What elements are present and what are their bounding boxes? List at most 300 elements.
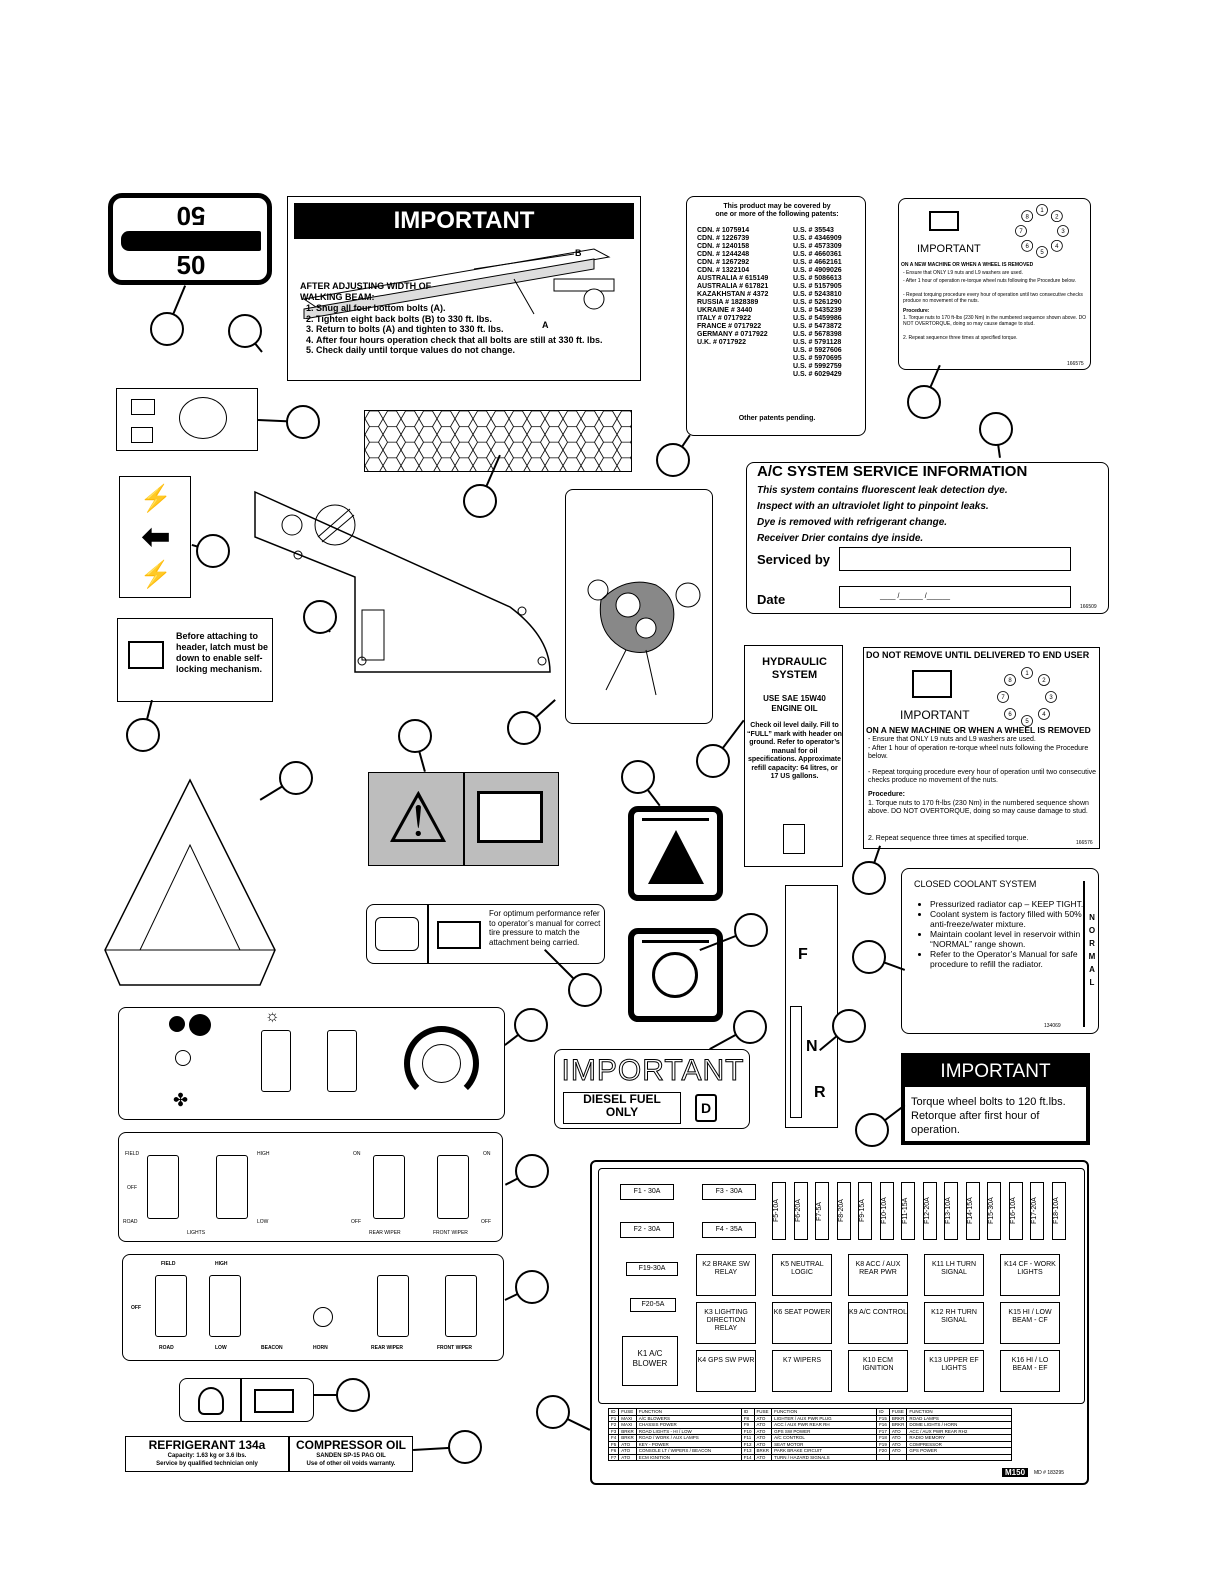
table-cell: F16: [877, 1422, 890, 1429]
wheel-heading: ON A NEW MACHINE OR WHEN A WHEEL IS REMOVED: [866, 725, 1091, 735]
fuse-vertical: F13-10A: [944, 1182, 958, 1240]
fuel-pump-letter: D: [700, 1100, 712, 1116]
front-wiper-switch[interactable]: [445, 1275, 477, 1337]
table-cell: F20: [877, 1448, 890, 1455]
divider: [427, 905, 429, 963]
control-panel-decal: [250, 487, 560, 677]
table-header: FUNCTION: [907, 1409, 1012, 1416]
wheel-nut-decal-small: [898, 198, 1091, 370]
shift-n: N: [806, 1038, 818, 1055]
table-cell: ROAD LIGHTS - HI / LOW: [636, 1428, 741, 1435]
table-cell: ATO: [889, 1441, 907, 1448]
rear-wiper-label: REAR WIPER: [371, 1345, 403, 1351]
step: 4. After four hours operation check that all bolts are still at 330 ft. lbs.: [316, 335, 616, 346]
warning-manual-decal: [368, 772, 559, 866]
table-cell: F11: [741, 1435, 754, 1442]
normal-range-arrow: [1083, 881, 1085, 1027]
ac-line: Inspect with an ultraviolet light to pinpoint leaks.: [757, 501, 989, 512]
table-cell: BRKR: [889, 1422, 907, 1429]
table-cell: MAXI: [619, 1422, 637, 1429]
callout-bubble: [126, 718, 160, 752]
lightning-icon: ⚡: [139, 483, 173, 513]
date-field[interactable]: [839, 586, 1071, 608]
field-label: FIELD: [161, 1261, 176, 1267]
table-cell: ROAD LAMPS: [907, 1415, 1012, 1422]
bar-top: [642, 940, 709, 943]
relay: K2 BRAKE SW RELAY: [696, 1254, 756, 1296]
fuse-vertical: F18-10A: [1052, 1182, 1066, 1240]
callout-bubble: [733, 1010, 767, 1044]
wheel-line: - Repeat torquing procedure every hour of operation until two consecutive checks produce no movement of the nuts.: [903, 292, 1083, 304]
coolant-title: CLOSED COOLANT SYSTEM: [914, 879, 1037, 889]
patent-entry: CDN. # 1240158: [697, 243, 750, 250]
refrigerant-service: Service by qualified technician only: [156, 1461, 258, 1467]
patent-entry: U.S. # 5927606: [793, 347, 842, 354]
divider: [463, 773, 465, 865]
patent-entry: CDN. # 1322104: [697, 267, 750, 274]
table-cell: GPS SW POWER: [772, 1428, 877, 1435]
table-cell: [889, 1454, 907, 1461]
callout-bubble: [568, 973, 602, 1007]
nut-pattern: [996, 666, 1058, 728]
coolant-bullets: [916, 899, 1086, 969]
wheel-nut-number: 1: [1025, 671, 1029, 678]
hydraulic-oil-decal: [744, 645, 843, 867]
fuse-vertical: F9-15A: [858, 1182, 872, 1240]
table-cell: ACC / AUX PWR REAR RH2: [907, 1428, 1012, 1435]
step: 1. Snug all four bottom bolts (A).: [316, 303, 616, 314]
table-cell: BRKR: [619, 1428, 637, 1435]
callout-bubble: [286, 405, 320, 439]
table-cell: A/C CONTROL: [772, 1435, 877, 1442]
callout-bubble: [536, 1395, 570, 1429]
patent-entry: ITALY # 0717922: [697, 315, 751, 322]
compressor-oil-warning: Use of other oil voids warranty.: [306, 1461, 396, 1467]
hydraulic-body: Check oil level daily. Fill to “FULL” mark with header on ground. Refer to operator’s manual for oil specifications. Approximate refill capacity: 64 litres, or 17 US gallons.: [747, 722, 842, 780]
torque-wrench-icon: [121, 231, 261, 251]
front-wiper-label: FRONT WIPER: [437, 1345, 472, 1351]
raise-header-decal: [628, 806, 723, 901]
compressor-oil-title: COMPRESSOR OIL: [295, 1438, 406, 1452]
book-icon: [929, 211, 959, 231]
callout-bubble: [150, 312, 184, 346]
procedure-step: 2. Repeat sequence three times at specified torque.: [903, 335, 1018, 341]
wheel-nut-number: 2: [1055, 214, 1059, 221]
relay: K3 LIGHTING DIRECTION RELAY: [696, 1302, 756, 1344]
wheel-nut-number: 1: [1040, 208, 1044, 215]
table-cell: ATO: [619, 1441, 637, 1448]
table-cell: ATO: [754, 1454, 772, 1461]
joystick-diagram: [566, 490, 714, 725]
arrow-left-icon: ⬅: [141, 518, 171, 556]
fuse-vertical: F17-20A: [1030, 1182, 1044, 1240]
callout-bubble: [852, 940, 886, 974]
label-b: B: [575, 248, 582, 258]
lights-switch-beam[interactable]: [216, 1155, 248, 1219]
coolant-system-decal: [901, 868, 1099, 1034]
recirc-switch[interactable]: [327, 1030, 357, 1092]
table-cell: ROAD / WORK / AUX LAMPS: [636, 1435, 741, 1442]
table-cell: ATO: [889, 1448, 907, 1455]
torque-wheel-bolts-decal: [901, 1053, 1090, 1145]
table-cell: F10: [741, 1428, 754, 1435]
on-label: ON: [353, 1151, 361, 1157]
rear-wiper-switch[interactable]: [377, 1275, 409, 1337]
patent-entry: U.S. # 4662161: [793, 259, 842, 266]
callout-bubble: [855, 1113, 889, 1147]
fuse-f3: F3 - 30A: [702, 1184, 756, 1200]
patent-entry: U.S. # 5086613: [793, 275, 842, 282]
book-icon: [128, 641, 164, 669]
patent-entry: U.S. # 5157905: [793, 283, 842, 290]
ac-line: This system contains fluorescent leak detection dye.: [757, 485, 1008, 496]
diesel-fuel-decal: [554, 1049, 750, 1129]
oil-can-icon: [783, 824, 805, 854]
road-label: ROAD: [123, 1219, 138, 1225]
temperature-knob[interactable]: [422, 1044, 461, 1083]
table-cell: [877, 1454, 890, 1461]
shifter-decal: [785, 885, 838, 1128]
patent-entry: U.S. # 5473872: [793, 323, 842, 330]
relay: K11 LH TURN SIGNAL: [924, 1254, 984, 1296]
patent-entry: CDN. # 1075914: [697, 227, 750, 234]
table-cell: F1: [609, 1415, 619, 1422]
relay: K4 GPS SW PWR: [696, 1350, 756, 1392]
normal-letter: M: [1088, 952, 1096, 961]
callout-bubble: [621, 760, 655, 794]
relay: K8 ACC / AUX REAR PWR: [848, 1254, 908, 1296]
procedure-step: 1. Torque nuts to 170 ft-lbs (230 Nm) in the numbered sequence shown above. DO NOT OVERTORQUE, doing so may cause damage to stud.: [903, 315, 1087, 327]
off-label: OFF: [481, 1219, 491, 1225]
patent-entry: U.S. # 5435239: [793, 307, 842, 314]
hexagon-grid-strip: [364, 410, 632, 472]
slow-moving-vehicle-emblem: [100, 775, 280, 990]
table-cell: COMPRESSOR: [907, 1441, 1012, 1448]
table-cell: A/C BLOWERS: [636, 1415, 741, 1422]
step: 3. Return to bolts (A) and tighten to 330 ft. lbs.: [316, 324, 616, 335]
off-label: OFF: [351, 1219, 361, 1225]
table-cell: DOME LIGHTS / HORN: [907, 1422, 1012, 1429]
patent-entry: U.S. # 5992759: [793, 363, 842, 370]
callout-bubble: [463, 484, 497, 518]
relay: K6 SEAT POWER: [772, 1302, 832, 1344]
patent-entry: U.S. # 5791128: [793, 339, 842, 346]
joystick-control-decal: [565, 489, 713, 724]
procedure-step: 1. Torque nuts to 170 ft-lbs (230 Nm) in the numbered sequence shown above. DO NOT OVERTORQUE, doing so may cause damage to stud.: [868, 800, 1089, 815]
hydraulic-title: HYDRAULIC SYSTEM: [762, 656, 827, 681]
model-badge: M150: [1002, 1468, 1028, 1477]
torque-top-value: 50: [176, 201, 206, 231]
important-label: IMPORTANT: [900, 708, 970, 722]
relay: K12 RH TURN SIGNAL: [924, 1302, 984, 1344]
ac-service-decal: [746, 462, 1109, 614]
procedure-label: Procedure:: [868, 791, 905, 798]
walking-beam-steps: [300, 303, 616, 356]
fan-knob[interactable]: [175, 1050, 191, 1066]
patents-decal: [686, 196, 866, 436]
table-header: FUSE: [754, 1409, 772, 1416]
coolant-bullet: • Coolant system is factory filled with 50% anti-freeze/water mixture.: [930, 909, 1086, 929]
radiator-cap-icon: [179, 397, 227, 439]
patent-entry: U.S. # 5678398: [793, 331, 842, 338]
front-wiper-switch[interactable]: [437, 1155, 469, 1219]
ac-line: Dye is removed with refrigerant change.: [757, 517, 948, 528]
fuse-f20: F20-5A: [630, 1298, 676, 1312]
procedure-label: Procedure:: [903, 308, 930, 314]
callout-bubble: [515, 1270, 549, 1304]
patents-title-1: This product may be covered by: [723, 203, 831, 210]
wheel-line: - Repeat torquing procedure every hour of operation until two consecutive checks produce no movement of the nuts.: [868, 769, 1097, 784]
latch-text: Before attaching to header, latch must be down to enable self-locking mechanism.: [176, 631, 269, 674]
table-row: [609, 1422, 1012, 1429]
table-cell: RADIO MEMORY: [907, 1435, 1012, 1442]
ac-switch[interactable]: [261, 1030, 291, 1092]
callout-bubble: [336, 1378, 370, 1412]
callout-bubble: [279, 761, 313, 795]
wheel-nut-number: 6: [1025, 244, 1029, 251]
fuse-table: [608, 1408, 1012, 1461]
patents-left-list: [697, 227, 787, 347]
table-cell: BRKR: [754, 1448, 772, 1455]
up-triangle-icon: [646, 826, 706, 886]
callout-bubble: [515, 1154, 549, 1188]
road-label: ROAD: [159, 1345, 174, 1351]
wheel-nut-number: 3: [1049, 695, 1053, 702]
rear-wiper-switch[interactable]: [373, 1155, 405, 1219]
walking-beam-decal: [287, 196, 641, 381]
table-cell: F12: [741, 1441, 754, 1448]
nut-pattern: [1014, 203, 1070, 259]
wheel-nut-decal-large: [863, 647, 1100, 849]
table-cell: BRKR: [619, 1435, 637, 1442]
table-cell: F9: [741, 1422, 754, 1429]
fuse-f4: F4 - 35A: [702, 1222, 756, 1238]
callout-bubble: [303, 600, 337, 634]
wheel-nut-number: 5: [1040, 250, 1044, 257]
fuse-panel-decal: [590, 1160, 1089, 1485]
table-cell: F14: [741, 1454, 754, 1461]
lights-wiper-console-1: [118, 1132, 503, 1242]
label-a: A: [542, 320, 549, 330]
wheel-nut-number: 8: [1025, 214, 1029, 221]
low-label: LOW: [215, 1345, 227, 1351]
patent-entry: U.S. # 4909026: [793, 267, 842, 274]
table-cell: LIGHTER / AUX PWR PLUG: [772, 1415, 877, 1422]
table-header: FUNCTION: [636, 1409, 741, 1416]
coolant-bullet: • Refer to the Operator’s Manual for safe procedure to refill the radiator.: [930, 949, 1086, 969]
fuse-vertical: F5-10A: [772, 1182, 786, 1240]
serviced-by-label: Serviced by: [757, 552, 830, 567]
refrigerant-title: REFRIGERANT 134a: [148, 1438, 266, 1452]
table-cell: ACC / AUX PWR REAR RH: [772, 1422, 877, 1429]
lights-switch-beam[interactable]: [209, 1275, 241, 1337]
normal-letter: L: [1089, 978, 1095, 987]
relay: K14 CF - WORK LIGHTS: [1000, 1254, 1060, 1296]
wheel-line: - Ensure that ONLY L9 nuts and L9 washers are used.: [868, 736, 1036, 743]
patent-entry: AUSTRALIA # 617821: [697, 283, 769, 290]
part-number: MD # 183295: [1034, 1470, 1065, 1476]
patent-entry: U.S. # 4660361: [793, 251, 842, 258]
fuel-pump-icon: [695, 1094, 717, 1122]
callout-bubble: [656, 443, 690, 477]
relay-k1: K1 A/C BLOWER: [622, 1336, 678, 1386]
patent-entry: U.S. # 5970695: [793, 355, 842, 362]
table-row: [609, 1454, 1012, 1461]
patent-entry: CDN. # 1226739: [697, 235, 750, 242]
horn-button[interactable]: [313, 1307, 333, 1327]
battery-icon: [131, 399, 155, 415]
patents-footer: Other patents pending.: [738, 415, 816, 422]
normal-letter: O: [1088, 926, 1096, 935]
field-label: FIELD: [125, 1151, 140, 1157]
patent-entry: FRANCE # 0717922: [697, 323, 762, 330]
table-row: [609, 1428, 1012, 1435]
rear-wiper-label: REAR WIPER: [369, 1230, 401, 1236]
patent-entry: KAZAKHSTAN # 4372: [697, 291, 769, 298]
refrigerant-capacity: Capacity: 1.63 kg or 3.6 lbs.: [167, 1453, 247, 1459]
book-icon: [912, 670, 952, 698]
part-number: 166576: [1076, 840, 1093, 846]
on-label: ON: [483, 1151, 491, 1157]
fuse-vertical: F7-5A: [815, 1182, 829, 1240]
table-header: FUSE: [889, 1409, 907, 1416]
important-outline: IMPORTANT: [561, 1054, 745, 1087]
book-icon: [254, 1389, 294, 1413]
patent-entry: GERMANY # 0717922: [697, 331, 768, 338]
patent-entry: CDN. # 1244248: [697, 251, 750, 258]
table-cell: BRKR: [889, 1415, 907, 1422]
patent-entry: RUSSIA # 1828389: [697, 299, 759, 306]
shift-r: R: [814, 1084, 826, 1101]
table-cell: F17: [877, 1428, 890, 1435]
wheel-nut-number: 3: [1061, 229, 1065, 236]
table-cell: SEAT MOTOR: [772, 1441, 877, 1448]
table-cell: F2: [609, 1422, 619, 1429]
high-label: HIGH: [257, 1151, 270, 1157]
table-header: ID: [877, 1409, 890, 1416]
fuse-f19: F19-30A: [626, 1262, 678, 1276]
wheel-nut-number: 7: [1019, 229, 1023, 236]
fuse-vertical: F8-20A: [837, 1182, 851, 1240]
diesel-line2: ONLY: [605, 1105, 639, 1119]
table-cell: ATO: [754, 1435, 772, 1442]
lights-wiper-console-2: [122, 1254, 504, 1361]
part-number: 166575: [1067, 361, 1084, 367]
relay: K13 UPPER EF LIGHTS: [924, 1350, 984, 1392]
date-slots: ____ /______ /______: [880, 593, 951, 600]
relay: K10 ECM IGNITION: [848, 1350, 908, 1392]
hydraulic-oil-type: USE SAE 15W40 ENGINE OIL: [763, 694, 826, 713]
callout-bubble: [514, 1008, 548, 1042]
fan-dots-icon: [169, 1016, 185, 1032]
patent-entry: U.S. # 35543: [793, 227, 834, 234]
serviced-by-field[interactable]: [839, 547, 1071, 571]
lightning-icon: ⚡: [139, 559, 173, 589]
step: 2. Tighten eight back bolts (B) to 330 ft. lbs.: [316, 314, 616, 325]
lights-switch-field[interactable]: [155, 1275, 187, 1337]
fuse-vertical: F14-15A: [966, 1182, 980, 1240]
callout-bubble: [696, 744, 730, 778]
table-cell: ATO: [754, 1428, 772, 1435]
procedure-step: 2. Repeat sequence three times at specified torque.: [868, 835, 1029, 842]
book-icon: [477, 791, 543, 843]
hvac-console-decal: [118, 1007, 505, 1120]
wheel-line: - After 1 hour of operation re-torque wheel nuts following the Procedure below.: [868, 745, 1089, 760]
diesel-text: [563, 1092, 681, 1124]
patents-title-2: one or more of the following patents:: [715, 211, 839, 218]
tire-text: For optimum performance refer to operator’s manual for correct tire pressure to match the attachment being carried.: [489, 909, 601, 947]
fuse-vertical: F12-20A: [923, 1182, 937, 1240]
callout-bubble: [979, 412, 1013, 446]
shift-f: F: [798, 946, 808, 963]
oil-drop-icon: [198, 1387, 224, 1415]
callout-bubble: [907, 385, 941, 419]
important-label: IMPORTANT: [917, 243, 981, 255]
table-cell: F13: [741, 1448, 754, 1455]
table-cell: CHASSIS POWER: [636, 1422, 741, 1429]
patents-right-list: [793, 227, 867, 379]
callout-bubble: [507, 711, 541, 745]
latch-notice-decal: [117, 618, 273, 702]
callout-bubble: [832, 1009, 866, 1043]
fan-dots-icon: [189, 1014, 211, 1036]
table-cell: F4: [609, 1435, 619, 1442]
patent-entry: U.S. # 5261290: [793, 299, 842, 306]
table-header: ID: [609, 1409, 619, 1416]
wheel-nut-number: 4: [1055, 244, 1059, 251]
table-cell: ATO: [754, 1415, 772, 1422]
coolant-bullet: • Maintain coolant level in reservoir within “NORMAL” range shown.: [930, 929, 1086, 949]
patent-entry: U.S. # 5459986: [793, 315, 842, 322]
torque-wheel-text: Torque wheel bolts to 120 ft.lbs. Retorque after first hour of operation.: [911, 1096, 1066, 1136]
wheel-nut-number: 4: [1042, 712, 1046, 719]
table-cell: F15: [877, 1415, 890, 1422]
wheel-nut-number: 8: [1008, 678, 1012, 685]
tire-pressure-icon: [375, 917, 419, 951]
table-cell: ATO: [889, 1435, 907, 1442]
horn-label: HORN: [313, 1345, 328, 1351]
relay: K5 NEUTRAL LOGIC: [772, 1254, 832, 1296]
table-cell: F6: [609, 1448, 619, 1455]
table-cell: PARK BRAKE CIRCUIT: [772, 1448, 877, 1455]
patent-entry: AUSTRALIA # 615149: [697, 275, 769, 282]
divider: [240, 1379, 242, 1421]
delivery-banner: DO NOT REMOVE UNTIL DELIVERED TO END USER: [866, 650, 1090, 660]
warning-triangle-icon: ⚠: [386, 779, 450, 857]
compressor-oil-type: SANDEN SP-15 PAG OIL: [316, 1453, 386, 1459]
wheel-heading: ON A NEW MACHINE OR WHEN A WHEEL IS REMOVED: [901, 262, 1034, 268]
wheel-nut-number: 6: [1008, 712, 1012, 719]
table-cell: F18: [877, 1435, 890, 1442]
patent-entry: U.S. # 4346909: [793, 235, 842, 242]
wheel-nut-number: 7: [1001, 695, 1005, 702]
important-header: IMPORTANT: [905, 1057, 1086, 1087]
table-cell: CONSOLE LT / WIPERS / BEACON: [636, 1448, 741, 1455]
normal-letter: A: [1089, 965, 1095, 974]
callout-bubble: [228, 314, 262, 348]
relay: K16 HI / LO BEAM - EF: [1000, 1350, 1060, 1392]
normal-letters: [1086, 911, 1098, 989]
relay: K7 WIPERS: [772, 1350, 832, 1392]
wheel-line: - After 1 hour of operation re-torque wheel nuts following the Procedure below.: [903, 278, 1076, 284]
step: 5. Check daily until torque values do not change.: [316, 345, 616, 356]
table-header: FUSE: [619, 1409, 637, 1416]
bar-top: [642, 818, 709, 821]
table-cell: TURN / HAZARD SIGNALS: [772, 1454, 877, 1461]
refrigerant-decal: [125, 1436, 413, 1472]
patent-entry: U.S. # 6029429: [793, 371, 842, 378]
lights-switch-field[interactable]: [147, 1155, 179, 1219]
